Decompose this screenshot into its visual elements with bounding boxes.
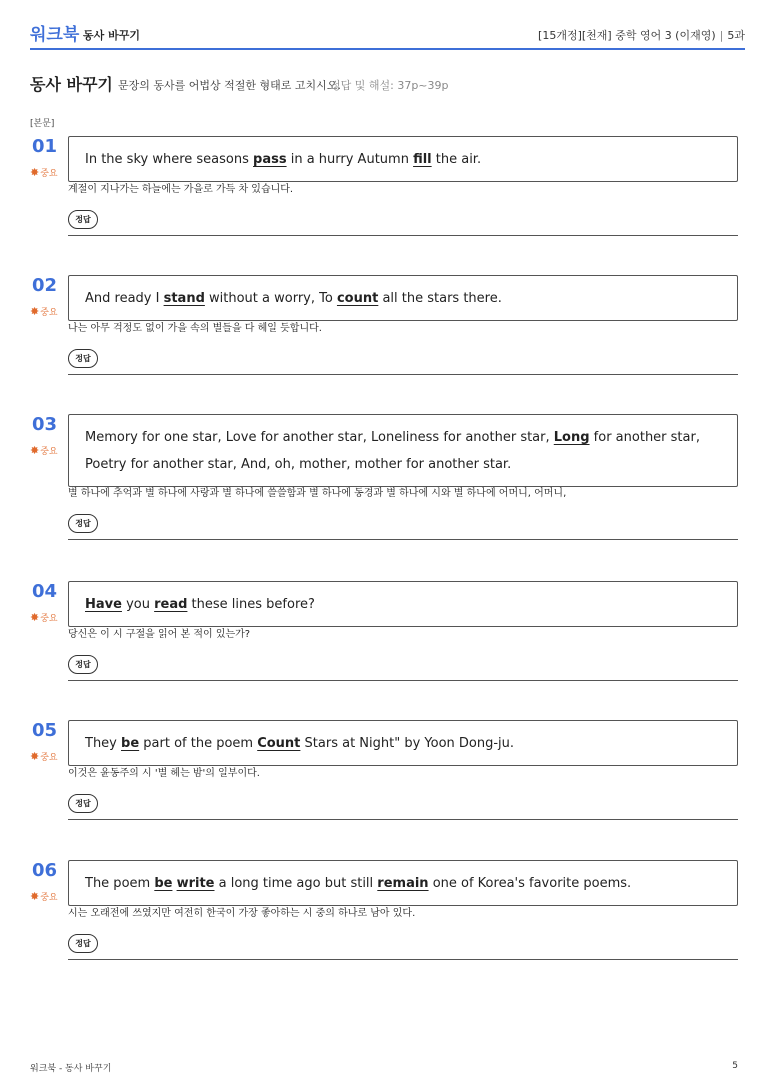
- answer-reference: 정답 및 해설: 37p~39p: [330, 79, 449, 92]
- importance-badge: [30, 305, 58, 318]
- sentence-text: They: [85, 736, 122, 751]
- book-info: [538, 27, 745, 43]
- importance-label: 중요: [40, 169, 58, 179]
- sentence-text: you: [121, 597, 155, 612]
- question-number: 06: [32, 860, 58, 881]
- sentence-text: a long time ago but still: [214, 876, 378, 891]
- sentence-box: [68, 720, 738, 766]
- page-number: 5: [732, 1061, 738, 1071]
- sentence-text: the air.: [431, 152, 482, 167]
- sentence-text: Stars at Night" by Yoon Dong-ju.: [300, 736, 515, 751]
- star-badge-icon: ✸: [30, 444, 40, 457]
- answer-line[interactable]: [68, 349, 738, 375]
- question-number: 05: [32, 720, 58, 741]
- target-verb: Count: [257, 736, 301, 751]
- brand-logo: 워크북: [30, 25, 80, 45]
- target-verb: count: [336, 291, 379, 306]
- answer-button[interactable]: 정답: [68, 349, 98, 368]
- sentence-text: for another star, Poetry for another star, And, oh, mother, mother for another star.: [85, 430, 700, 472]
- sentence-text: in a hurry Autumn: [286, 152, 414, 167]
- page-title: 동사 바꾸기: [30, 75, 113, 94]
- sentence-text: In the sky where seasons: [85, 152, 254, 167]
- translation-text: 이것은 윤동주의 시 '별 헤는 밤'의 일부이다.: [68, 768, 260, 779]
- page-header: [30, 18, 745, 50]
- answer-line[interactable]: [68, 514, 738, 540]
- translation-text: 시는 오래전에 쓰였지만 여전히 한국이 가장 좋아하는 시 중의 하나로 남아 있다.: [68, 908, 416, 919]
- star-badge-icon: ✸: [30, 305, 40, 318]
- target-verb: Have: [85, 597, 122, 612]
- star-badge-icon: ✸: [30, 611, 40, 624]
- brand-subtitle: 동사 바꾸기: [83, 29, 140, 42]
- sentence-box: [68, 860, 738, 906]
- sentence-box: [68, 136, 738, 182]
- importance-badge: [30, 444, 58, 457]
- sentence-text: all the stars there.: [378, 291, 502, 306]
- sentence-text: part of the poem: [139, 736, 258, 751]
- answer-line[interactable]: [68, 655, 738, 681]
- sentence-text: one of Korea's favorite poems.: [428, 876, 632, 891]
- importance-badge: [30, 890, 58, 903]
- target-verb: be: [121, 736, 140, 751]
- importance-label: 중요: [40, 893, 58, 903]
- sentence-text: these lines before?: [187, 597, 315, 612]
- sentence-text: without a worry, To: [204, 291, 337, 306]
- target-verb: read: [154, 597, 188, 612]
- sentence-text: And ready I: [85, 291, 164, 306]
- answer-button[interactable]: 정답: [68, 655, 98, 674]
- answer-button[interactable]: 정답: [68, 934, 98, 953]
- importance-badge: [30, 611, 58, 624]
- question-number: 02: [32, 275, 58, 296]
- answer-button[interactable]: 정답: [68, 514, 98, 533]
- answer-button[interactable]: 정답: [68, 210, 98, 229]
- target-verb: fill: [413, 152, 432, 167]
- importance-label: 중요: [40, 753, 58, 763]
- sentence-box: [68, 581, 738, 627]
- translation-text: 나는 아무 걱정도 없이 가을 속의 별들을 다 헤일 듯합니다.: [68, 323, 322, 334]
- importance-label: 중요: [40, 614, 58, 624]
- target-verb: remain: [377, 876, 429, 891]
- header-separator: |: [719, 29, 724, 42]
- translation-text: 별 하나에 추억과 별 하나에 사랑과 별 하나에 쓸쓸함과 별 하나에 동경과 별 하나에 시와 별 하나에 어머니, 어머니,: [68, 488, 567, 499]
- target-verb: pass: [253, 152, 287, 167]
- answer-line[interactable]: [68, 794, 738, 820]
- target-verb: write: [176, 876, 215, 891]
- translation-text: 당신은 이 시 구절을 읽어 본 적이 있는가?: [68, 629, 251, 640]
- footer-title: 워크북 - 동사 바꾸기: [30, 1064, 112, 1074]
- importance-label: 중요: [40, 308, 58, 318]
- instruction-text: 문장의 동사를 어법상 적절한 형태로 고치시오.: [118, 79, 341, 92]
- sentence-box: [68, 414, 738, 487]
- book-title: [15개정][천재] 중학 영어 3 (이재영): [538, 29, 716, 42]
- title-row: [30, 72, 745, 96]
- importance-badge: [30, 750, 58, 763]
- sentence-text: The poem: [85, 876, 155, 891]
- target-verb: be: [154, 876, 173, 891]
- unit-label: 5과: [727, 29, 745, 42]
- translation-text: 계절이 지나가는 하늘에는 가을로 가득 차 있습니다.: [68, 184, 294, 195]
- section-tag: [본문]: [30, 119, 55, 129]
- star-badge-icon: ✸: [30, 890, 40, 903]
- target-verb: stand: [163, 291, 205, 306]
- question-number: 01: [32, 136, 58, 157]
- answer-button[interactable]: 정답: [68, 794, 98, 813]
- star-badge-icon: ✸: [30, 750, 40, 763]
- answer-line[interactable]: [68, 210, 738, 236]
- importance-badge: [30, 166, 58, 179]
- sentence-box: [68, 275, 738, 321]
- sentence-text: Memory for one star, Love for another star, Loneliness for another star,: [85, 430, 554, 445]
- star-badge-icon: ✸: [30, 166, 40, 179]
- target-verb: Long: [553, 430, 590, 445]
- question-number: 04: [32, 581, 58, 602]
- question-number: 03: [32, 414, 58, 435]
- importance-label: 중요: [40, 447, 58, 457]
- answer-line[interactable]: [68, 934, 738, 960]
